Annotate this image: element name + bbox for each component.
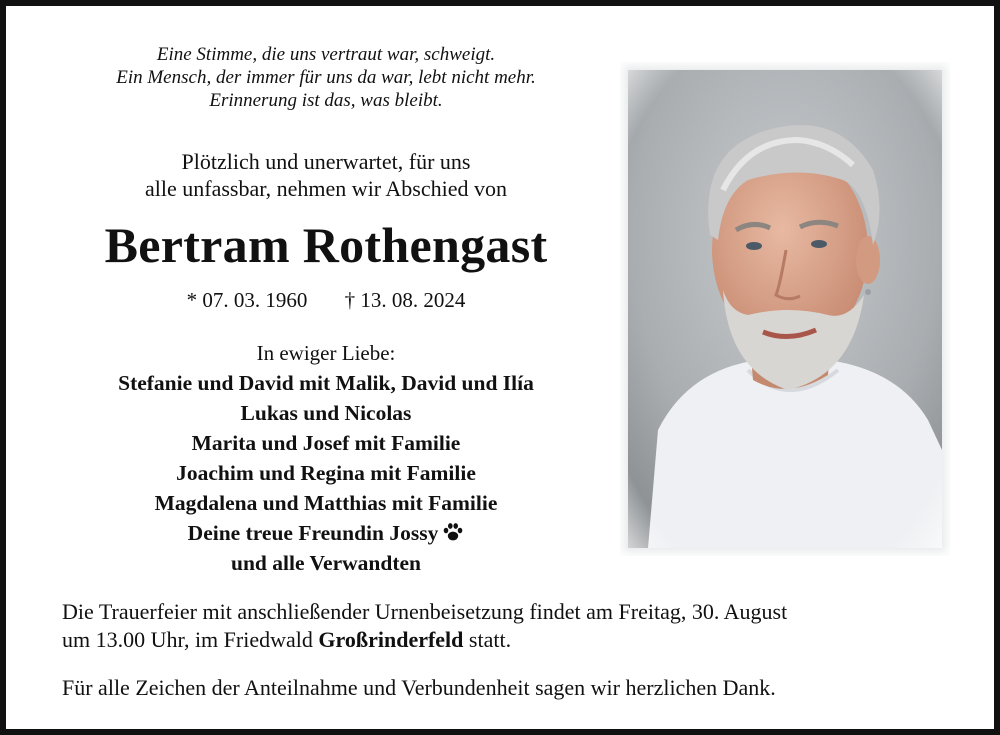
mourner-line: Magdalena und Matthias mit Familie bbox=[154, 491, 498, 515]
service-end: statt. bbox=[463, 627, 512, 652]
poem-line: Erinnerung ist das, was bleibt. bbox=[209, 90, 443, 111]
service-line-2 bbox=[62, 626, 982, 654]
funeral-service-info bbox=[62, 598, 982, 654]
mourner-line: Joachim und Regina mit Familie bbox=[176, 461, 476, 485]
service-line: Die Trauerfeier mit anschließender Urnenbeisetzung findet am Freitag, 30. August bbox=[62, 599, 788, 624]
thanks-text: Für alle Zeichen der Anteilnahme und Verbundenheit sagen wir herzlichen Dank. bbox=[62, 675, 776, 700]
intro-line: alle unfassbar, nehmen wir Abschied von bbox=[144, 176, 508, 201]
mourners-list bbox=[26, 368, 626, 578]
paw-print-icon bbox=[442, 522, 464, 542]
mourner-line-text: Deine treue Freundin Jossy bbox=[187, 521, 439, 545]
birth-date: * 07. 03. 1960 bbox=[186, 288, 308, 312]
mourner-line: und alle Verwandten bbox=[231, 551, 421, 575]
love-line: In ewiger Liebe: bbox=[256, 341, 396, 365]
intro-text bbox=[36, 148, 616, 202]
mourner-line: Marita und Josef mit Familie bbox=[191, 431, 461, 455]
portrait-photo bbox=[620, 62, 950, 556]
mourner-line: Stefanie und David mit Malik, David und Ilía bbox=[118, 371, 534, 395]
mourner-line-pet bbox=[26, 518, 626, 548]
memorial-poem bbox=[36, 43, 616, 112]
mourner-line: Lukas und Nicolas bbox=[240, 401, 412, 425]
life-dates bbox=[36, 286, 616, 314]
service-time: um 13.00 Uhr, im Friedwald bbox=[62, 627, 319, 652]
portrait-image bbox=[628, 70, 942, 548]
deceased-name: Bertram Rothengast bbox=[104, 217, 548, 273]
service-place: Großrinderfeld bbox=[318, 627, 464, 652]
poem-line: Eine Stimme, die uns vertraut war, schweigt. bbox=[156, 44, 496, 65]
poem-line: Ein Mensch, der immer für uns da war, lebt nicht mehr. bbox=[116, 67, 536, 88]
intro-line: Plötzlich und unerwartet, für uns bbox=[181, 149, 471, 174]
death-date: † 13. 08. 2024 bbox=[344, 288, 466, 312]
